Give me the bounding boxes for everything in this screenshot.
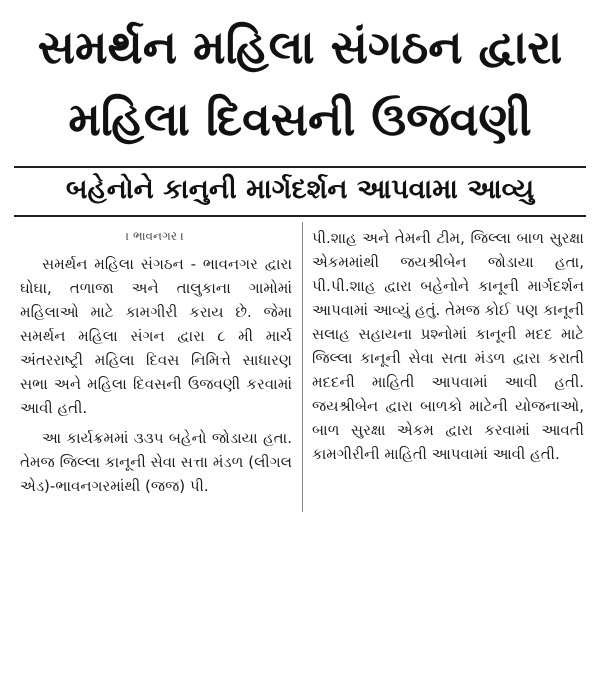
dateline: । ભાવનગર ।	[126, 229, 184, 243]
subheadline-top-rule	[14, 166, 586, 168]
right-paragraph-1: પી.શાહ અને તેમની ટીમ, જિલ્લા બાળ સુરક્ષા એકમમાંથી જયશ્રીબેન જોડાયા હતા, પી.પી.શાહ દ્વારા બહેનોને કાનૂની માર્ગદર્શન આપવામાં આવ્યું હતું. તેમજ કોઈ પણ કાનૂની સલાહ સહાયના પ્રશ્નોમાં કાનૂની મદદ માટે જિલ્લા કાનૂની સેવા સતા મંડળ દ્વારા કરાતી મદદની માહિતી આપવામાં આવી હતી. જયશ્રીબેન દ્વારા બાળકો માટેની યોજનાઓ, બાળ સુરક્ષા એકમ દ્વારા કરવામાં આવતી કામગીરીની માહિતી આપવામાં આવી હતી.	[312, 229, 584, 463]
headline-line-1: સમર્થન મહિલા સંગઠન દ્વારા	[37, 20, 563, 74]
left-paragraph-2: આ કાર્યક્રમમાં ૩૩૫ બહેનો જોડાયા હતા. તેમજ જિલ્લા કાનૂની સેવા સત્તા મંડળ (લીગલ એડ)-ભાવનગરમાંથી (જજ) પી.	[20, 429, 292, 495]
left-paragraph-1: સમર્થન મહિલા સંગઠન - ભાવનગર દ્વારા ઘોઘા, તળાજા અને તાલુકાના ગામોમાં મહિલાઓ માટે કામગીરી કરાય છે. જેમા સમર્થન મહિલા સંગન દ્વારા ૮ મી માર્ચ અંતરરાષ્ટ્રી મહિલા દિવસ નિમિત્તે સાધારણ સભા અને મહિલા દિવસની ઉજવણી કરવામાં આવી હતી.	[20, 255, 292, 417]
article-column-left	[20, 226, 292, 498]
column-divider	[302, 222, 303, 512]
subheadline: બહેનોને કાનુની માર્ગદર્શન આપવામા આવ્યુ	[65, 174, 535, 205]
subheadline-bottom-rule	[14, 215, 586, 217]
article-column-right	[312, 226, 584, 466]
headline-line-2: મહિલા દિવસની ઉજવણી	[68, 92, 532, 146]
